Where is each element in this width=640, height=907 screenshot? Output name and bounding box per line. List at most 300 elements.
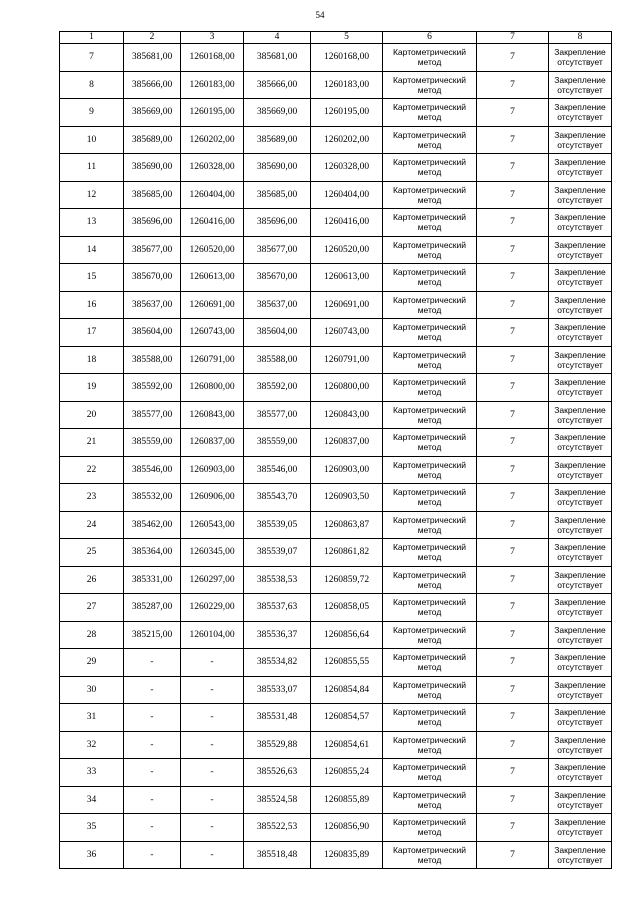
method-cell-line: Картометрический (392, 542, 467, 553)
accuracy-cell: 7 (477, 44, 549, 72)
method-cell (383, 456, 477, 484)
method-cell-line: Картометрический (392, 789, 467, 800)
refined-x-cell: 385524,58 (244, 786, 311, 814)
point-number-cell: 13 (60, 209, 124, 237)
table-row (60, 236, 612, 264)
method-cell (383, 99, 477, 127)
fixation-cell-line: Закрепление (554, 514, 606, 525)
fixation-cell-line: отсутствует (557, 414, 603, 425)
refined-x-cell: 385526,63 (244, 759, 311, 787)
refined-x-cell: 385666,00 (244, 71, 311, 99)
fixation-cell (549, 731, 612, 759)
fixation-cell (549, 291, 612, 319)
method-cell-line: Картометрический (392, 157, 467, 168)
existing-y-cell: 1260843,00 (181, 401, 244, 429)
fixation-cell-line: Закрепление (554, 432, 606, 443)
accuracy-cell: 7 (477, 429, 549, 457)
method-cell (383, 401, 477, 429)
fixation-cell (549, 594, 612, 622)
existing-x-cell: 385215,00 (124, 621, 181, 649)
accuracy-cell: 7 (477, 759, 549, 787)
page-number: 54 (315, 10, 325, 20)
existing-y-cell: 1260168,00 (181, 44, 244, 72)
existing-y-cell: 1260297,00 (181, 566, 244, 594)
fixation-cell-line: Закрепление (554, 322, 606, 333)
point-number-cell: 25 (60, 539, 124, 567)
method-cell (383, 841, 477, 869)
existing-x-cell: - (124, 649, 181, 677)
method-cell-line: метод (417, 744, 442, 755)
refined-y-cell: 1260691,00 (311, 291, 383, 319)
accuracy-cell: 7 (477, 374, 549, 402)
method-cell-line: Картометрический (392, 129, 467, 140)
refined-y-cell: 1260791,00 (311, 346, 383, 374)
existing-y-cell: 1260743,00 (181, 319, 244, 347)
table-row (60, 429, 612, 457)
existing-y-cell: 1260345,00 (181, 539, 244, 567)
method-cell-line: метод (417, 57, 442, 68)
method-cell-line: метод (417, 799, 442, 810)
method-cell-line: Картометрический (392, 404, 467, 415)
fixation-cell (549, 99, 612, 127)
table-row (60, 319, 612, 347)
accuracy-cell: 7 (477, 786, 549, 814)
existing-x-cell: 385604,00 (124, 319, 181, 347)
fixation-cell (549, 676, 612, 704)
table-row (60, 594, 612, 622)
fixation-cell-line: отсутствует (557, 854, 603, 865)
header-row (60, 32, 612, 44)
refined-y-cell: 1260520,00 (311, 236, 383, 264)
fixation-cell-line: отсутствует (557, 387, 603, 398)
table-row (60, 456, 612, 484)
existing-x-cell: 385689,00 (124, 126, 181, 154)
fixation-cell (549, 126, 612, 154)
fixation-cell (549, 649, 612, 677)
existing-y-cell: 1260691,00 (181, 291, 244, 319)
table-row (60, 484, 612, 512)
method-cell (383, 731, 477, 759)
point-number-cell: 34 (60, 786, 124, 814)
method-cell-line: метод (417, 332, 442, 343)
column-header: 8 (549, 32, 612, 44)
refined-y-cell: 1260861,82 (311, 539, 383, 567)
existing-x-cell: - (124, 676, 181, 704)
method-cell-line: метод (417, 167, 442, 178)
method-cell (383, 236, 477, 264)
existing-y-cell: 1260328,00 (181, 154, 244, 182)
fixation-cell-line: отсутствует (557, 552, 603, 563)
column-header: 7 (477, 32, 549, 44)
existing-x-cell: 385637,00 (124, 291, 181, 319)
fixation-cell-line: отсутствует (557, 167, 603, 178)
table-row (60, 346, 612, 374)
table-row (60, 676, 612, 704)
fixation-cell-line: отсутствует (557, 662, 603, 673)
existing-y-cell: 1260903,00 (181, 456, 244, 484)
point-number-cell: 17 (60, 319, 124, 347)
method-cell (383, 594, 477, 622)
existing-x-cell: 385532,00 (124, 484, 181, 512)
point-number-cell: 8 (60, 71, 124, 99)
existing-x-cell: - (124, 841, 181, 869)
fixation-cell-line: отсутствует (557, 717, 603, 728)
fixation-cell-line: отсутствует (557, 112, 603, 123)
fixation-cell-line: отсутствует (557, 332, 603, 343)
refined-y-cell: 1260855,24 (311, 759, 383, 787)
refined-y-cell: 1260743,00 (311, 319, 383, 347)
existing-x-cell: 385690,00 (124, 154, 181, 182)
accuracy-cell: 7 (477, 401, 549, 429)
point-number-cell: 26 (60, 566, 124, 594)
method-cell-line: метод (417, 772, 442, 783)
method-cell-line: метод (417, 139, 442, 150)
fixation-cell (549, 484, 612, 512)
fixation-cell-line: Закрепление (554, 487, 606, 498)
fixation-cell-line: отсутствует (557, 469, 603, 480)
method-cell (383, 484, 477, 512)
fixation-cell (549, 429, 612, 457)
method-cell-line: Картометрический (392, 844, 467, 855)
existing-y-cell: 1260229,00 (181, 594, 244, 622)
fixation-cell-line: Закрепление (554, 542, 606, 553)
refined-y-cell: 1260859,72 (311, 566, 383, 594)
accuracy-cell: 7 (477, 594, 549, 622)
existing-y-cell: 1260800,00 (181, 374, 244, 402)
existing-y-cell: 1260195,00 (181, 99, 244, 127)
method-cell-line: Картометрический (392, 47, 467, 58)
column-header: 3 (181, 32, 244, 44)
method-cell-line: метод (417, 827, 442, 838)
column-header: 4 (244, 32, 311, 44)
method-cell (383, 319, 477, 347)
accuracy-cell: 7 (477, 484, 549, 512)
point-number-cell: 31 (60, 704, 124, 732)
refined-y-cell: 1260800,00 (311, 374, 383, 402)
accuracy-cell: 7 (477, 236, 549, 264)
existing-x-cell: 385364,00 (124, 539, 181, 567)
method-cell (383, 704, 477, 732)
method-cell (383, 759, 477, 787)
fixation-cell-line: отсутствует (557, 772, 603, 783)
fixation-cell-line: отсутствует (557, 634, 603, 645)
table-row (60, 759, 612, 787)
point-number-cell: 11 (60, 154, 124, 182)
refined-x-cell: 385537,63 (244, 594, 311, 622)
refined-x-cell: 385536,37 (244, 621, 311, 649)
method-cell (383, 429, 477, 457)
method-cell-line: метод (417, 112, 442, 123)
point-number-cell: 33 (60, 759, 124, 787)
fixation-cell-line: отсутствует (557, 524, 603, 535)
fixation-cell (549, 346, 612, 374)
method-cell (383, 511, 477, 539)
refined-x-cell: 385546,00 (244, 456, 311, 484)
existing-x-cell: - (124, 731, 181, 759)
fixation-cell-line: Закрепление (554, 404, 606, 415)
refined-x-cell: 385531,48 (244, 704, 311, 732)
table-row (60, 99, 612, 127)
refined-y-cell: 1260858,05 (311, 594, 383, 622)
method-cell-line: метод (417, 277, 442, 288)
method-cell-line: Картометрический (392, 514, 467, 525)
fixation-cell (549, 786, 612, 814)
method-cell-line: Картометрический (392, 294, 467, 305)
existing-y-cell: - (181, 704, 244, 732)
fixation-cell-line: Закрепление (554, 267, 606, 278)
fixation-cell-line: Закрепление (554, 47, 606, 58)
point-number-cell: 15 (60, 264, 124, 292)
fixation-cell (549, 456, 612, 484)
table-row (60, 704, 612, 732)
point-number-cell: 30 (60, 676, 124, 704)
fixation-cell-line: Закрепление (554, 844, 606, 855)
existing-y-cell: 1260543,00 (181, 511, 244, 539)
fixation-cell (549, 236, 612, 264)
refined-y-cell: 1260855,55 (311, 649, 383, 677)
existing-x-cell: 385681,00 (124, 44, 181, 72)
accuracy-cell: 7 (477, 346, 549, 374)
method-cell-line: метод (417, 469, 442, 480)
existing-y-cell: 1260202,00 (181, 126, 244, 154)
table-row (60, 539, 612, 567)
refined-x-cell: 385577,00 (244, 401, 311, 429)
method-cell-line: метод (417, 607, 442, 618)
existing-x-cell: 385677,00 (124, 236, 181, 264)
refined-x-cell: 385681,00 (244, 44, 311, 72)
fixation-cell-line: отсутствует (557, 689, 603, 700)
method-cell (383, 346, 477, 374)
table-row (60, 291, 612, 319)
refined-x-cell: 385637,00 (244, 291, 311, 319)
fixation-cell-line: Закрепление (554, 624, 606, 635)
refined-x-cell: 385533,07 (244, 676, 311, 704)
point-number-cell: 27 (60, 594, 124, 622)
fixation-cell-line: отсутствует (557, 194, 603, 205)
table-row (60, 786, 612, 814)
refined-y-cell: 1260202,00 (311, 126, 383, 154)
fixation-cell-line: отсутствует (557, 139, 603, 150)
method-cell-line: метод (417, 717, 442, 728)
accuracy-cell: 7 (477, 456, 549, 484)
refined-y-cell: 1260843,00 (311, 401, 383, 429)
point-number-cell: 23 (60, 484, 124, 512)
method-cell-line: метод (417, 194, 442, 205)
refined-y-cell: 1260854,84 (311, 676, 383, 704)
fixation-cell (549, 759, 612, 787)
refined-x-cell: 385539,05 (244, 511, 311, 539)
accuracy-cell: 7 (477, 841, 549, 869)
method-cell (383, 539, 477, 567)
existing-x-cell: - (124, 704, 181, 732)
existing-x-cell: 385577,00 (124, 401, 181, 429)
refined-y-cell: 1260328,00 (311, 154, 383, 182)
existing-y-cell: 1260416,00 (181, 209, 244, 237)
fixation-cell (549, 319, 612, 347)
method-cell (383, 264, 477, 292)
refined-x-cell: 385685,00 (244, 181, 311, 209)
fixation-cell-line: Закрепление (554, 734, 606, 745)
fixation-cell-line: отсутствует (557, 607, 603, 618)
fixation-cell-line: Закрепление (554, 349, 606, 360)
fixation-cell (549, 566, 612, 594)
fixation-cell-line: Закрепление (554, 707, 606, 718)
accuracy-cell: 7 (477, 71, 549, 99)
method-cell-line: Картометрический (392, 569, 467, 580)
fixation-cell-line: Закрепление (554, 789, 606, 800)
existing-x-cell: 385588,00 (124, 346, 181, 374)
fixation-cell-line: Закрепление (554, 762, 606, 773)
method-cell-line: метод (417, 359, 442, 370)
existing-y-cell: - (181, 814, 244, 842)
method-cell-line: метод (417, 84, 442, 95)
fixation-cell (549, 841, 612, 869)
method-cell (383, 814, 477, 842)
point-number-cell: 16 (60, 291, 124, 319)
fixation-cell-line: Закрепление (554, 569, 606, 580)
method-cell (383, 621, 477, 649)
method-cell-line: Картометрический (392, 322, 467, 333)
fixation-cell-line: Закрепление (554, 102, 606, 113)
method-cell-line: Картометрический (392, 817, 467, 828)
existing-y-cell: - (181, 676, 244, 704)
fixation-cell-line: отсутствует (557, 222, 603, 233)
refined-x-cell: 385559,00 (244, 429, 311, 457)
existing-x-cell: 385462,00 (124, 511, 181, 539)
refined-y-cell: 1260863,87 (311, 511, 383, 539)
refined-y-cell: 1260855,89 (311, 786, 383, 814)
accuracy-cell: 7 (477, 264, 549, 292)
method-cell (383, 126, 477, 154)
existing-y-cell: 1260837,00 (181, 429, 244, 457)
fixation-cell-line: Закрепление (554, 679, 606, 690)
refined-x-cell: 385604,00 (244, 319, 311, 347)
method-cell-line: метод (417, 387, 442, 398)
point-number-cell: 7 (60, 44, 124, 72)
fixation-cell (549, 71, 612, 99)
method-cell-line: Картометрический (392, 377, 467, 388)
method-cell-line: Картометрический (392, 679, 467, 690)
existing-x-cell: 385666,00 (124, 71, 181, 99)
fixation-cell (549, 209, 612, 237)
point-number-cell: 20 (60, 401, 124, 429)
table-row (60, 566, 612, 594)
column-header: 6 (383, 32, 477, 44)
table-row (60, 264, 612, 292)
refined-y-cell: 1260168,00 (311, 44, 383, 72)
point-number-cell: 22 (60, 456, 124, 484)
existing-y-cell: - (181, 649, 244, 677)
refined-y-cell: 1260856,64 (311, 621, 383, 649)
table-row (60, 621, 612, 649)
method-cell-line: метод (417, 662, 442, 673)
method-cell-line: Картометрический (392, 184, 467, 195)
existing-y-cell: 1260906,00 (181, 484, 244, 512)
method-cell-line: метод (417, 634, 442, 645)
accuracy-cell: 7 (477, 209, 549, 237)
fixation-cell (549, 704, 612, 732)
method-cell-line: метод (417, 249, 442, 260)
refined-y-cell: 1260854,57 (311, 704, 383, 732)
point-number-cell: 14 (60, 236, 124, 264)
method-cell-line: метод (417, 854, 442, 865)
existing-y-cell: 1260183,00 (181, 71, 244, 99)
fixation-cell-line: Закрепление (554, 74, 606, 85)
fixation-cell-line: отсутствует (557, 442, 603, 453)
table-row (60, 154, 612, 182)
table-row (60, 731, 612, 759)
point-number-cell: 10 (60, 126, 124, 154)
method-cell (383, 44, 477, 72)
accuracy-cell: 7 (477, 291, 549, 319)
accuracy-cell: 7 (477, 126, 549, 154)
method-cell-line: Картометрический (392, 762, 467, 773)
refined-x-cell: 385588,00 (244, 346, 311, 374)
point-number-cell: 35 (60, 814, 124, 842)
fixation-cell-line: Закрепление (554, 184, 606, 195)
refined-x-cell: 385539,07 (244, 539, 311, 567)
method-cell-line: метод (417, 689, 442, 700)
point-number-cell: 24 (60, 511, 124, 539)
method-cell (383, 786, 477, 814)
table-row (60, 511, 612, 539)
fixation-cell (549, 511, 612, 539)
fixation-cell (549, 264, 612, 292)
existing-x-cell: 385670,00 (124, 264, 181, 292)
accuracy-cell: 7 (477, 539, 549, 567)
refined-x-cell: 385522,53 (244, 814, 311, 842)
table-row (60, 374, 612, 402)
method-cell (383, 209, 477, 237)
fixation-cell-line: отсутствует (557, 744, 603, 755)
point-number-cell: 9 (60, 99, 124, 127)
accuracy-cell: 7 (477, 814, 549, 842)
table-row (60, 71, 612, 99)
refined-x-cell: 385543,70 (244, 484, 311, 512)
method-cell-line: Картометрический (392, 652, 467, 663)
fixation-cell-line: Закрепление (554, 294, 606, 305)
refined-x-cell: 385689,00 (244, 126, 311, 154)
method-cell (383, 374, 477, 402)
point-number-cell: 28 (60, 621, 124, 649)
table-row (60, 181, 612, 209)
fixation-cell (549, 401, 612, 429)
fixation-cell-line: Закрепление (554, 129, 606, 140)
accuracy-cell: 7 (477, 649, 549, 677)
refined-x-cell: 385538,53 (244, 566, 311, 594)
refined-y-cell: 1260183,00 (311, 71, 383, 99)
method-cell (383, 676, 477, 704)
refined-y-cell: 1260195,00 (311, 99, 383, 127)
fixation-cell (549, 154, 612, 182)
existing-x-cell: - (124, 786, 181, 814)
method-cell (383, 649, 477, 677)
accuracy-cell: 7 (477, 731, 549, 759)
method-cell-line: метод (417, 442, 442, 453)
fixation-cell-line: отсутствует (557, 497, 603, 508)
existing-x-cell: - (124, 759, 181, 787)
refined-x-cell: 385534,82 (244, 649, 311, 677)
column-header: 2 (124, 32, 181, 44)
accuracy-cell: 7 (477, 181, 549, 209)
method-cell-line: Картометрический (392, 74, 467, 85)
existing-x-cell: 385685,00 (124, 181, 181, 209)
fixation-cell-line: отсутствует (557, 84, 603, 95)
accuracy-cell: 7 (477, 99, 549, 127)
point-number-cell: 12 (60, 181, 124, 209)
method-cell-line: Картометрический (392, 624, 467, 635)
existing-x-cell: 385546,00 (124, 456, 181, 484)
